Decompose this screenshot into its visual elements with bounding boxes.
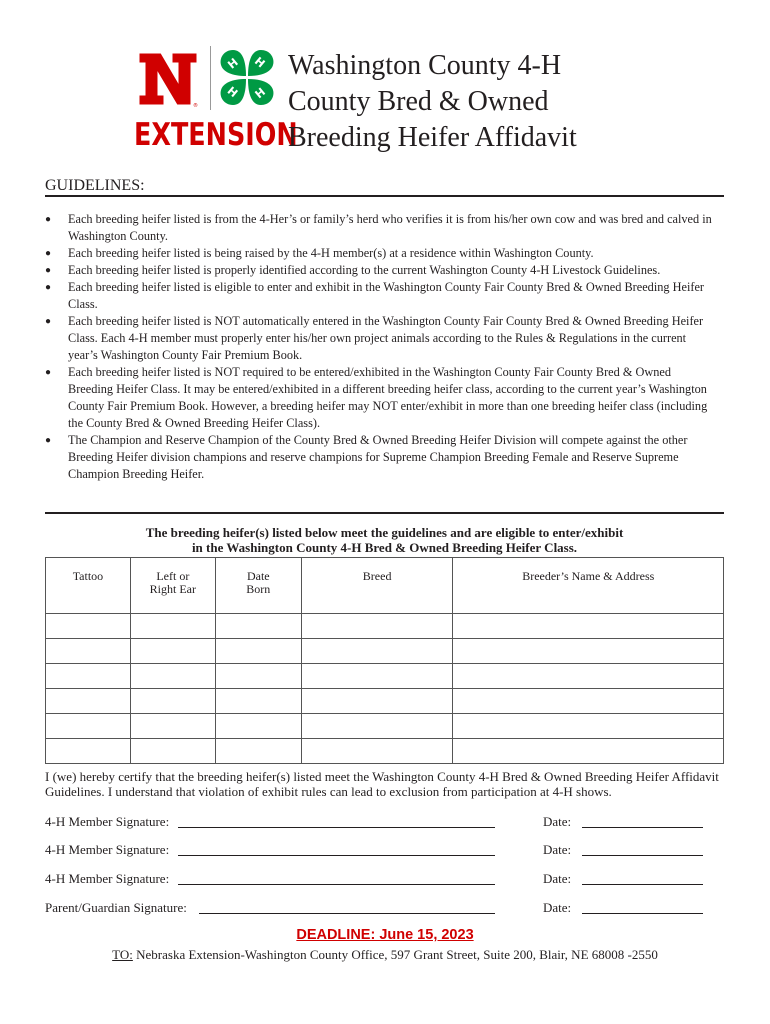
guideline-text: Each breeding heifer listed is being raised by the 4-H member(s) at a residence within Washington County. — [68, 246, 594, 260]
svg-text:H: H — [224, 84, 241, 101]
table-cell[interactable] — [301, 614, 453, 639]
bullet-icon: ● — [45, 248, 52, 259]
date-line[interactable] — [582, 884, 703, 885]
table-cell[interactable] — [453, 639, 724, 664]
table-cell[interactable] — [46, 689, 131, 714]
signature-row — [45, 842, 724, 858]
table-intro-line: in the Washington County 4-H Bred & Owned Breeding Heifer Class. — [191, 540, 578, 555]
title-line: County Bred & Owned — [288, 86, 549, 117]
table-cell[interactable] — [215, 664, 301, 689]
date-label: Date: — [543, 871, 572, 886]
guideline-item — [45, 313, 717, 364]
date-line[interactable] — [582, 913, 703, 914]
signature-line[interactable] — [178, 884, 495, 885]
guideline-item — [45, 364, 717, 432]
table-row — [46, 664, 724, 689]
table-cell[interactable] — [453, 664, 724, 689]
table-row — [46, 614, 724, 639]
logo-divider — [210, 46, 211, 110]
to-label: TO: — [112, 947, 133, 962]
guideline-item — [45, 211, 717, 245]
bullet-icon: ● — [45, 367, 52, 378]
table-cell[interactable] — [215, 614, 301, 639]
bullet-icon: ● — [45, 435, 52, 446]
guidelines-list — [45, 211, 717, 483]
title-line: Breeding Heifer Affidavit — [288, 122, 577, 153]
date-label: Date: — [543, 842, 572, 857]
signature-row — [45, 814, 724, 830]
table-row — [46, 689, 724, 714]
table-header-row — [46, 558, 724, 614]
date-label: Date: — [543, 900, 572, 915]
table-cell[interactable] — [301, 664, 453, 689]
table-cell[interactable] — [301, 639, 453, 664]
address-text: Nebraska Extension-Washington County Office, 597 Grant Street, Suite 200, Blair, NE 68008 -2550 — [132, 947, 658, 962]
guideline-item — [45, 432, 717, 483]
signature-label: 4-H Member Signature: — [45, 842, 170, 857]
guideline-text: Each breeding heifer listed is eligible to enter and exhibit in the Washington County Fair County Bred & Owned Breeding Heifer Class. — [68, 280, 705, 311]
table-cell[interactable] — [215, 689, 301, 714]
guideline-text: Each breeding heifer listed is properly identified according to the current Washington County 4-H Livestock Guidelines. — [68, 263, 661, 277]
column-header-breed: Breed — [301, 558, 453, 614]
table-cell[interactable] — [46, 739, 131, 764]
table-cell[interactable] — [301, 689, 453, 714]
certification-text: I (we) hereby certify that the breeding heifer(s) listed meet the Washington County 4-H Bred & Owned Breeding Heifer Affidavit Guidelines. I understand that violation of exhibit rules can lead to exclusion from participation at 4-H shows. — [45, 769, 719, 799]
signature-label: Parent/Guardian Signature: — [45, 900, 187, 915]
column-header-ear: Left or Right Ear — [130, 558, 215, 614]
table-cell[interactable] — [130, 639, 215, 664]
signature-line[interactable] — [178, 827, 495, 828]
svg-text:H: H — [251, 54, 268, 71]
signature-row — [45, 900, 724, 916]
guideline-item — [45, 245, 717, 262]
table-cell[interactable] — [46, 664, 131, 689]
column-header-tattoo: Tattoo — [46, 558, 131, 614]
table-row — [46, 639, 724, 664]
table-intro — [45, 525, 724, 555]
divider-rule — [45, 512, 724, 514]
form-title — [288, 48, 577, 156]
deadline-notice: DEADLINE: June 15, 2023 — [296, 927, 474, 943]
date-line[interactable] — [582, 855, 703, 856]
heifer-table — [45, 557, 724, 764]
table-cell[interactable] — [130, 664, 215, 689]
table-cell[interactable] — [453, 689, 724, 714]
table-cell[interactable] — [215, 639, 301, 664]
guideline-item — [45, 262, 717, 279]
table-cell[interactable] — [215, 714, 301, 739]
table-cell[interactable] — [130, 739, 215, 764]
signature-label: 4-H Member Signature: — [45, 814, 170, 829]
guideline-text: Each breeding heifer listed is NOT required to be entered/exhibited in the Washington County Fair County Bred & Owned Breeding Heifer Class. It may be entered/exhibited in a different breeding heifer class, according to the current year’s Washington County Fair Premium Book. However, a breeding heifer may NOT enter/exhibit in more than one breeding heifer class (including the County Bred & Owned Breeding Heifer Class). — [68, 365, 708, 430]
table-cell[interactable] — [46, 714, 131, 739]
mailing-address — [0, 947, 770, 963]
four-h-clover-logo — [216, 46, 278, 110]
table-cell[interactable] — [301, 739, 453, 764]
table-cell[interactable] — [215, 739, 301, 764]
bullet-icon: ● — [45, 265, 52, 276]
table-cell[interactable] — [453, 714, 724, 739]
date-line[interactable] — [582, 827, 703, 828]
table-row — [46, 739, 724, 764]
signature-line[interactable] — [178, 855, 495, 856]
date-label: Date: — [543, 814, 572, 829]
table-cell[interactable] — [301, 714, 453, 739]
table-cell[interactable] — [130, 614, 215, 639]
table-intro-line: The breeding heifer(s) listed below meet the guidelines and are eligible to enter/exhibit — [145, 525, 624, 540]
column-header-breeder: Breeder’s Name & Address — [453, 558, 724, 614]
column-header-date-born: Date Born — [215, 558, 301, 614]
signature-label: 4-H Member Signature: — [45, 871, 170, 886]
svg-text:H: H — [252, 85, 268, 102]
table-cell[interactable] — [46, 614, 131, 639]
signature-row — [45, 871, 724, 887]
table-cell[interactable] — [453, 739, 724, 764]
svg-text:®: ® — [193, 103, 198, 109]
guideline-item — [45, 279, 717, 313]
bullet-icon: ● — [45, 316, 52, 327]
table-cell[interactable] — [46, 639, 131, 664]
table-cell[interactable] — [130, 714, 215, 739]
signature-line[interactable] — [199, 913, 495, 914]
guideline-text: Each breeding heifer listed is NOT automatically entered in the Washington County Fair County Bred & Owned Breeding Heifer Class. Each 4-H member must properly enter his/her own project animals according to the Rules & Regulations in the current year’s Washington County Fair Premium Book. — [68, 314, 704, 362]
table-row — [46, 714, 724, 739]
table-cell[interactable] — [130, 689, 215, 714]
bullet-icon: ● — [45, 282, 52, 293]
table-cell[interactable] — [453, 614, 724, 639]
divider-rule — [45, 195, 724, 197]
bullet-icon: ● — [45, 214, 52, 225]
guideline-text: The Champion and Reserve Champion of the County Bred & Owned Breeding Heifer Division will compete against the other Breeding Heifer division champions and reserve champions for Supreme Champion Breeding Female and Reserve Supreme Champion Breeding Heifer. — [68, 433, 688, 481]
title-line: Washington County 4-H — [288, 50, 562, 81]
nebraska-n-logo — [137, 49, 199, 109]
guideline-text: Each breeding heifer listed is from the 4-Her’s or family’s herd who verifies it is from his/her own cow and was bred and calved in Washington County. — [68, 212, 712, 243]
svg-text:H: H — [225, 55, 241, 72]
extension-wordmark: EXTENSION — [134, 117, 298, 153]
guidelines-heading: GUIDELINES: — [45, 177, 145, 194]
